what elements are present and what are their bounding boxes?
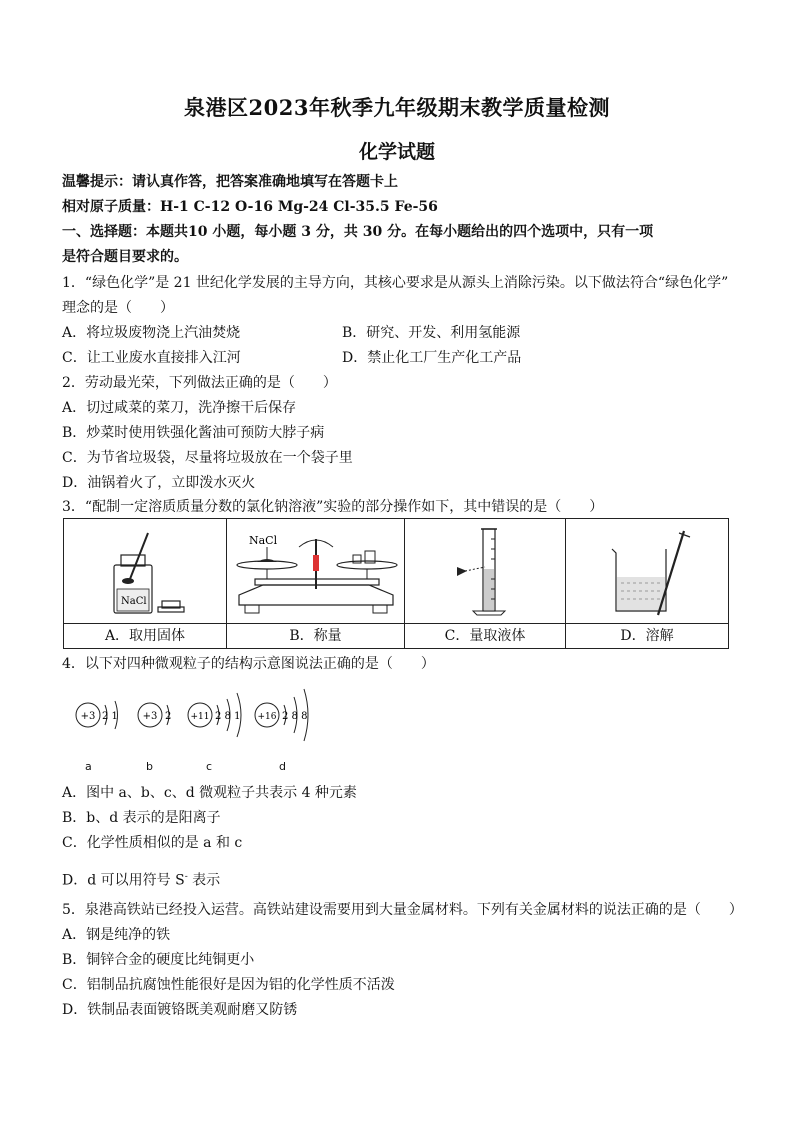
q3-caption-b: B．称量 bbox=[227, 623, 404, 648]
q2-option-c: C．为节省垃圾袋，尽量将垃圾放在一个袋子里 bbox=[62, 450, 353, 466]
q1-stem-line1: 1．“绿色化学”是 21 世纪化学发展的主导方向，其核心要求是从源头上消除污染。以下做法符合“绿色化学” bbox=[62, 275, 729, 291]
q1-option-c: C．让工业废水直接排入江河 bbox=[62, 350, 241, 366]
q2-option-d: D．油锅着火了，立即泼水灭火 bbox=[62, 475, 256, 491]
atom-label-b: b bbox=[146, 760, 153, 773]
atom-b-nucleus: +3 bbox=[142, 711, 158, 722]
scale-label: NaCl bbox=[249, 534, 278, 547]
q5-option-d: D．铁制品表面镀铬既美观耐磨又防锈 bbox=[62, 1002, 298, 1018]
q3-operations-table bbox=[63, 518, 729, 649]
q3-cell-a bbox=[64, 519, 227, 648]
page-subtitle: 化学试题 bbox=[358, 141, 435, 163]
atom-a-shells: 2 1 bbox=[102, 711, 118, 722]
atom-label-d: d bbox=[279, 760, 286, 773]
atomic-mass-text: 相对原子质量：H-1 C-12 O-16 Mg-24 Cl-35.5 Fe-56 bbox=[62, 199, 438, 215]
atom-d-shells: 2 8 8 bbox=[282, 711, 308, 722]
atom-label-a: a bbox=[85, 760, 92, 773]
q2-option-a: A．切过咸菜的菜刀，洗净擦干后保存 bbox=[62, 400, 297, 416]
q5-option-b: B．铜锌合金的硬度比纯铜更小 bbox=[62, 952, 255, 968]
cylinder-illustration bbox=[405, 519, 566, 624]
atom-d-nucleus: +16 bbox=[257, 712, 277, 722]
q1-stem-line2: 理念的是（ ） bbox=[62, 300, 174, 316]
page-title: 泉港区2023年秋季九年级期末教学质量检测 bbox=[184, 95, 610, 120]
section-heading-line1: 一、选择题：本题共10 小题，每小题 3 分，共 30 分。在每小题给出的四个选项中，只有一项 bbox=[62, 224, 654, 240]
q4-stem: 4．以下对四种微观粒子的结构示意图说法正确的是（ ） bbox=[62, 656, 435, 672]
jar-label: NaCl bbox=[121, 596, 147, 607]
atom-c-nucleus: +11 bbox=[190, 712, 210, 722]
q4-option-d-pre: D．d 可以用符号 S bbox=[62, 872, 185, 889]
q2-stem: 2．劳动最光荣，下列做法正确的是（ ） bbox=[62, 375, 337, 391]
beaker-illustration bbox=[566, 519, 728, 624]
q3-cell-b bbox=[227, 519, 405, 648]
atom-a-nucleus: +3 bbox=[80, 711, 96, 722]
q5-stem: 5．泉港高铁站已经投入运营。高铁站建设需要用到大量金属材料。下列有关金属材料的说法正确的是（ ） bbox=[62, 902, 743, 918]
atom-b-shells: 2 bbox=[165, 711, 172, 722]
section-heading-line2: 是符合题目要求的。 bbox=[62, 249, 188, 265]
q2-option-b: B．炒菜时使用铁强化酱油可预防大脖子病 bbox=[62, 425, 325, 441]
spoon-jar-illustration bbox=[64, 519, 227, 624]
q3-stem: 3．“配制一定溶质质量分数的氯化钠溶液”实验的部分操作如下，其中错误的是（ ） bbox=[62, 499, 604, 515]
atom-diagrams bbox=[62, 678, 352, 752]
q4-option-c: C．化学性质相似的是 a 和 c bbox=[62, 835, 243, 851]
q3-caption-d: D．溶解 bbox=[566, 623, 728, 648]
q3-caption-c: C．量取液体 bbox=[405, 623, 565, 648]
balance-illustration bbox=[227, 519, 405, 624]
q5-option-c: C．铝制品抗腐蚀性能很好是因为铝的化学性质不活泼 bbox=[62, 977, 395, 993]
q3-cell-d bbox=[566, 519, 728, 648]
atom-d bbox=[255, 689, 308, 741]
q4-option-a: A．图中 a、b、c、d 微观粒子共表示 4 种元素 bbox=[62, 785, 357, 801]
atom-c bbox=[188, 693, 241, 737]
q4-option-d-post: 表示 bbox=[187, 872, 221, 889]
q1-option-d: D．禁止化工厂生产化工产品 bbox=[342, 350, 522, 366]
q1-option-a: A．将垃圾废物浇上汽油焚烧 bbox=[62, 325, 241, 341]
q3-cell-c bbox=[405, 519, 566, 648]
atom-a bbox=[76, 701, 118, 729]
q4-option-b: B．b、d 表示的是阳离子 bbox=[62, 810, 221, 826]
sulfide-charge: - bbox=[184, 872, 188, 882]
atom-c-shells: 2 8 1 bbox=[215, 711, 241, 722]
q5-option-a: A．钢是纯净的铁 bbox=[62, 927, 171, 943]
q4-option-d bbox=[62, 867, 220, 891]
atom-label-c: c bbox=[206, 760, 213, 773]
q1-option-b: B．研究、开发、利用氢能源 bbox=[342, 325, 521, 341]
q3-caption-a: A．取用固体 bbox=[64, 623, 226, 648]
tip-text: 温馨提示：请认真作答，把答案准确地填写在答题卡上 bbox=[62, 174, 398, 190]
atom-b bbox=[138, 703, 171, 727]
